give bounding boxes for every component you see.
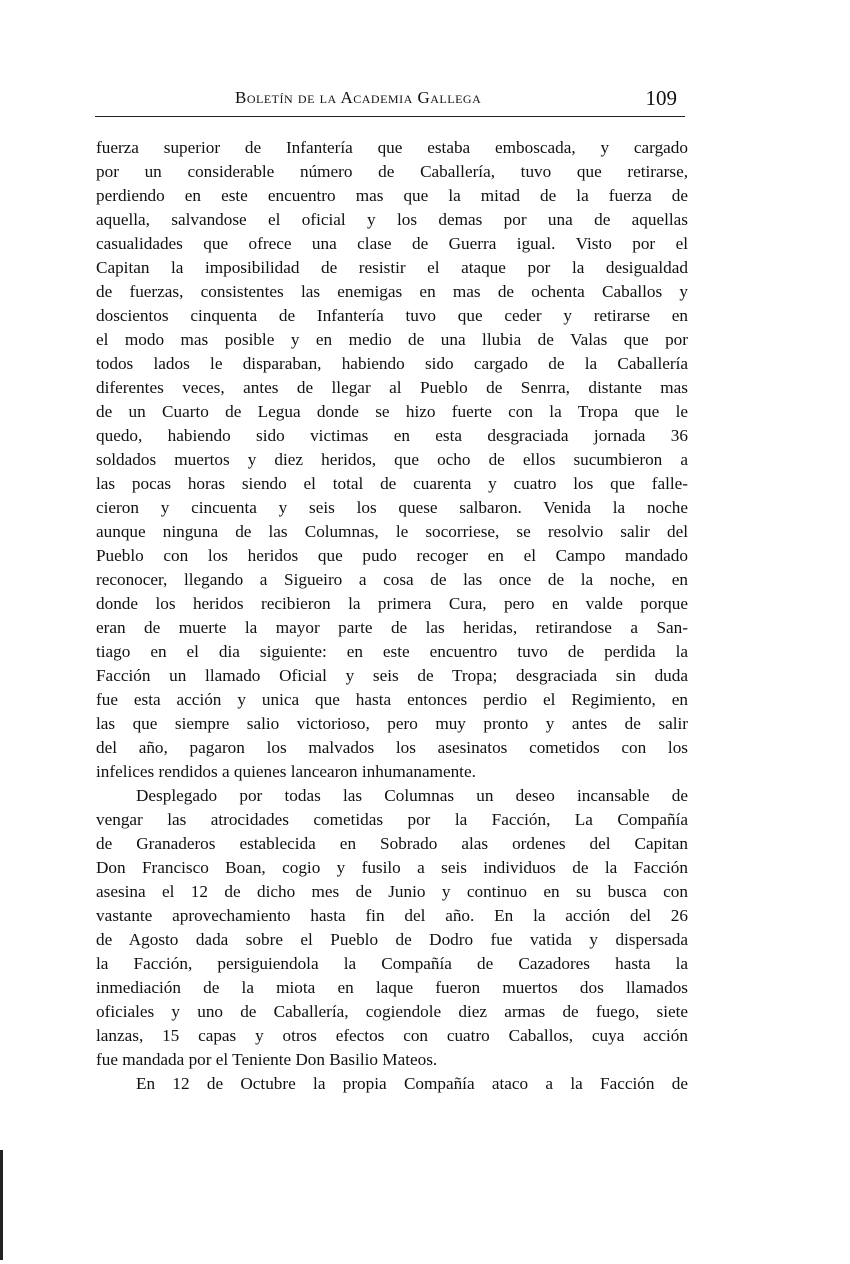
text-line: las pocas horas siendo el total de cuarenta y cuatro los que falle-	[96, 474, 688, 493]
text-line: de Agosto dada sobre el Pueblo de Dodro fue vatida y dispersada	[96, 930, 688, 949]
text-line: donde los heridos recibieron la primera Cura, pero en valde porque	[96, 594, 688, 613]
text-line: Facción un llamado Oficial y seis de Tropa; desgraciada sin duda	[96, 666, 688, 685]
paragraph-start-line: En 12 de Octubre la propia Compañía ataco a la Facción de	[136, 1074, 688, 1093]
text-line: fue mandada por el Teniente Don Basilio Mateos.	[96, 1050, 438, 1069]
text-line: tiago en el dia siguiente: en este encuentro tuvo de perdida la	[96, 642, 688, 661]
text-line: lanzas, 15 capas y otros efectos con cuatro Caballos, cuya acción	[96, 1026, 688, 1045]
text-line: quedo, habiendo sido victimas en esta desgraciada jornada 36	[96, 426, 688, 445]
text-line: de fuerzas, consistentes las enemigas en mas de ochenta Caballos y	[96, 282, 688, 301]
page-edge-mark	[0, 1150, 3, 1260]
text-line: fue esta acción y unica que hasta entonces perdio el Regimiento, en	[96, 690, 688, 709]
running-header	[95, 86, 685, 117]
text-line: casualidades que ofrece una clase de Guerra igual. Visto por el	[96, 234, 688, 253]
text-line: inmediación de la miota en laque fueron muertos dos llamados	[96, 978, 688, 997]
text-line: cieron y cincuenta y seis los quese salbaron. Venida la noche	[96, 498, 688, 517]
text-line: perdiendo en este encuentro mas que la mitad de la fuerza de	[96, 186, 688, 205]
text-line: oficiales y uno de Caballería, cogiendole diez armas de fuego, siete	[96, 1002, 688, 1021]
text-line: del año, pagaron los malvados los asesinatos cometidos con los	[96, 738, 688, 757]
text-line: de un Cuarto de Legua donde se hizo fuerte con la Tropa que le	[96, 402, 688, 421]
running-title: Boletín de la Academia Gallega	[235, 88, 482, 107]
text-line: de Granaderos establecida en Sobrado alas ordenes del Capitan	[96, 834, 688, 853]
text-line: Pueblo con los heridos que pudo recoger en el Campo mandado	[96, 546, 688, 565]
text-line: Capitan la imposibilidad de resistir el ataque por la desigualdad	[96, 258, 688, 277]
text-line: por un considerable número de Caballería, tuvo que retirarse,	[96, 162, 688, 181]
text-line: el modo mas posible y en medio de una llubia de Valas que por	[96, 330, 688, 349]
text-line: fuerza superior de Infantería que estaba emboscada, y cargado	[96, 138, 688, 157]
text-line: vastante aprovechamiento hasta fin del año. En la acción del 26	[96, 906, 688, 925]
text-line: soldados muertos y diez heridos, que ocho de ellos sucumbieron a	[96, 450, 688, 469]
text-line: la Facción, persiguiendola la Compañía de Cazadores hasta la	[96, 954, 688, 973]
body-text	[96, 136, 688, 1096]
text-line: infelices rendidos a quienes lancearon inhumanamente.	[96, 762, 476, 781]
text-line: todos lados le disparaban, habiendo sido cargado de la Caballería	[96, 354, 688, 373]
text-line: asesina el 12 de dicho mes de Junio y continuo en su busca con	[96, 882, 688, 901]
text-line: aunque ninguna de las Columnas, le socorriese, se resolvio salir del	[96, 522, 688, 541]
text-line: eran de muerte la mayor parte de las heridas, retirandose a San-	[96, 618, 688, 637]
text-line: Don Francisco Boan, cogio y fusilo a seis individuos de la Facción	[96, 858, 688, 877]
text-line: diferentes veces, antes de llegar al Pueblo de Senrra, distante mas	[96, 378, 688, 397]
text-line: vengar las atrocidades cometidas por la Facción, La Compañía	[96, 810, 688, 829]
text-line: reconocer, llegando a Sigueiro a cosa de las once de la noche, en	[96, 570, 688, 589]
paragraph-start-line: Desplegado por todas las Columnas un deseo incansable de	[136, 786, 688, 805]
text-line: las que siempre salio victorioso, pero muy pronto y antes de salir	[96, 714, 688, 733]
page-number: 109	[645, 86, 677, 110]
text-line: doscientos cinquenta de Infantería tuvo que ceder y retirarse en	[96, 306, 688, 325]
text-line: aquella, salvandose el oficial y los demas por una de aquellas	[96, 210, 688, 229]
